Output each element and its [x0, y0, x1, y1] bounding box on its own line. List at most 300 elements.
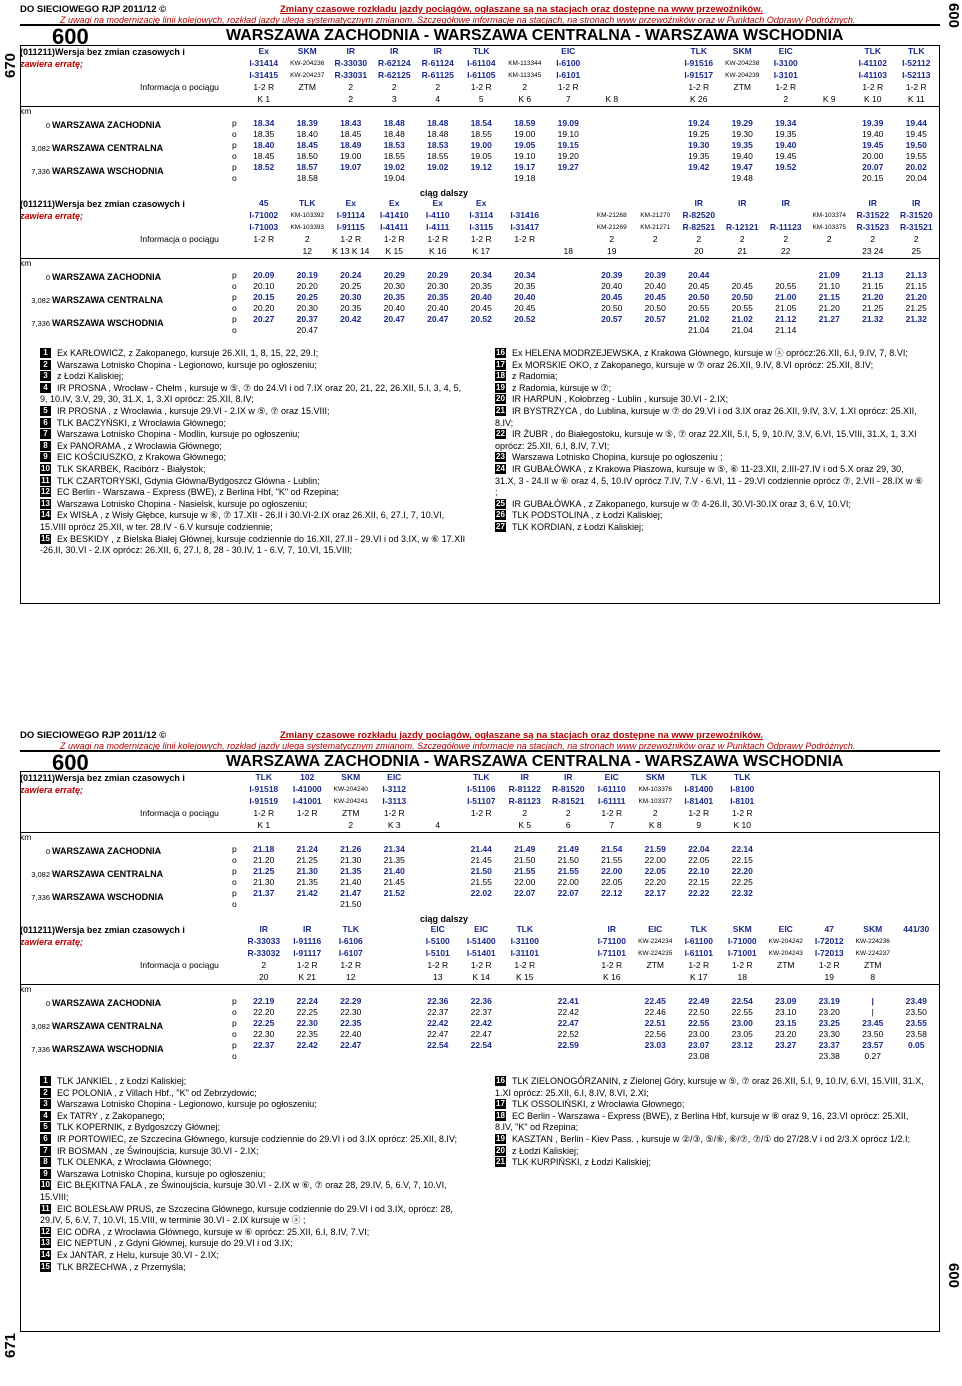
time-cell: 23.45 — [862, 1018, 884, 1028]
time-cell: 22.37 — [427, 1007, 449, 1017]
time-cell: 19.18 — [514, 173, 536, 183]
header-cell: TLK — [255, 772, 273, 782]
header-cell: 2 — [348, 82, 354, 92]
time-cell: 22.25 — [253, 1018, 275, 1028]
time-cell: 21.32 — [862, 314, 884, 324]
header-cell: KM-21268 — [596, 212, 627, 219]
header-cell: ZTM — [298, 82, 316, 92]
time-cell: 20.09 — [253, 270, 275, 280]
time-cell: 21.32 — [905, 314, 927, 324]
time-cell: 22.04 — [688, 844, 710, 854]
time-cell: 22.30 — [253, 1029, 275, 1039]
time-cell: 20.40 — [470, 292, 492, 302]
station-name: WARSZAWA ZACHODNIA — [52, 846, 162, 856]
header-cell: EIC — [430, 924, 445, 934]
footnote — [495, 1157, 925, 1169]
header-cell: 20 — [259, 972, 269, 982]
arrival-departure-flag: p — [232, 866, 237, 876]
header-cell: 1-2 R — [470, 960, 492, 970]
footnote — [40, 348, 470, 360]
header-cell: I-71003 — [249, 222, 279, 232]
time-cell: 20.34 — [514, 270, 536, 280]
footnote-number: 1 — [40, 348, 51, 358]
header-cell: KM-21271 — [640, 224, 671, 231]
footnote-text: TLK SKARBEK, Racibórz - Białystok; — [57, 463, 206, 474]
time-cell: 21.00 — [775, 292, 797, 302]
time-cell: 20.44 — [688, 270, 710, 280]
time-cell: 18.39 — [296, 118, 318, 128]
km-label: km — [20, 984, 32, 994]
footnote-text: Warszawa Lotnisko Chopina - Nasielsk, kursuje po ogłoszeniu; — [57, 498, 308, 509]
time-cell: 23.37 — [818, 1040, 840, 1050]
header-cell: R-31522 — [856, 210, 890, 220]
footnote-text: IR BOSMAN , ze Świnoujścia, kursuje 30.VI - 2.IX; — [57, 1145, 259, 1156]
time-cell: 21.34 — [383, 844, 405, 854]
time-cell: 23.03 — [644, 1040, 666, 1050]
footnote-text: TLK OSSOLIŃSKI, z Wrocławia Głownego; — [512, 1099, 685, 1110]
time-cell: 18.45 — [253, 151, 275, 161]
footnote-text: TLK BRZECHWA , z Przemyśla; — [57, 1261, 186, 1272]
footnote-text: EIC BŁĘKITNA FALA , ze Świnoujścia, kursuje 30.VI - 2.IX w ⑥, ⑦ oraz 28, 29.IV, 5, 6.V, 7, 10.VI, 15.VIII; — [40, 1180, 447, 1202]
station-km: 7,336 — [31, 1045, 50, 1054]
arrival-departure-flag: p — [232, 140, 237, 150]
header-cell: I-6101 — [556, 70, 581, 80]
time-cell: 20.45 — [644, 292, 666, 302]
arrival-departure-flag: o — [232, 1051, 237, 1061]
time-cell: 23.27 — [775, 1040, 797, 1050]
footnote-text: EIC BOLESŁAW PRUS, ze Szczecina Głównego, kursuje codziennie do 29.VI i od 3.IX, oprócz: 28, 29.IV, 5, 6.V, 7, 10.VI, 15.VIII, w terminie 30.VI - 2.IX kursuje w ⓐ ; — [40, 1203, 453, 1226]
header-cell: I-71101 — [597, 948, 626, 958]
errata-line: zawiera erratę; — [20, 211, 84, 221]
time-cell: 18.35 — [253, 129, 275, 139]
footnote-number: 5 — [40, 1122, 51, 1132]
document-ref: DO SIECIOWEGO RJP 2011/12 © — [20, 730, 167, 741]
header-cell: EIC — [387, 772, 402, 782]
footnote-number: 3 — [40, 371, 51, 381]
arrival-departure-flag: p — [232, 1040, 237, 1050]
time-cell: 21.25 — [862, 303, 884, 313]
time-cell: 0.27 — [864, 1051, 882, 1061]
time-cell: 22.54 — [427, 1040, 449, 1050]
header-cell: 1-2 R — [296, 808, 318, 818]
arrival-departure-flag: p — [232, 270, 237, 280]
header-cell: TLK — [864, 46, 882, 56]
time-cell: 19.35 — [688, 151, 710, 161]
time-cell: 22.37 — [253, 1040, 275, 1050]
time-cell: 22.36 — [427, 996, 449, 1006]
time-cell: 22.07 — [557, 888, 579, 898]
footnote-number: 19 — [496, 1133, 505, 1143]
header-cell: K 21 — [298, 972, 316, 982]
header-cell: I-91116 — [293, 936, 322, 946]
time-cell: 22.54 — [731, 996, 753, 1006]
train-info-label: Informacja o pociągu — [140, 808, 219, 818]
time-cell: 19.55 — [905, 151, 927, 161]
header-cell: 6 — [565, 820, 571, 830]
header-cell: I-41000 — [292, 784, 322, 794]
header-cell: IR — [607, 924, 616, 934]
header-cell: TLK — [690, 46, 708, 56]
time-cell: 20.15 — [862, 173, 884, 183]
header-cell: 7 — [609, 820, 615, 830]
time-cell: 22.55 — [731, 1007, 753, 1017]
line-number-right: 600 — [945, 1262, 962, 1288]
footnote — [40, 487, 470, 499]
time-cell: 21.40 — [340, 877, 362, 887]
header-cell: TLK — [690, 924, 708, 934]
time-cell: 22.35 — [340, 1018, 362, 1028]
footnote — [40, 1088, 470, 1100]
time-cell: 22.47 — [427, 1029, 449, 1039]
station-km: 3,082 — [31, 870, 50, 879]
time-cell: 22.59 — [557, 1040, 579, 1050]
header-cell: 47 — [824, 924, 834, 934]
time-cell: 23.25 — [818, 1018, 840, 1028]
header-cell: 1-2 R — [340, 234, 362, 244]
time-cell: 20.45 — [470, 303, 492, 313]
time-cell: 22.05 — [601, 877, 623, 887]
page-header — [20, 750, 940, 775]
header-cell: R-31523 — [856, 222, 890, 232]
header-cell: K 1 — [257, 94, 271, 104]
time-cell: 22.30 — [296, 1018, 318, 1028]
station-km: 0 — [45, 121, 50, 130]
time-cell: 20.20 — [253, 303, 275, 313]
time-cell: 21.13 — [862, 270, 884, 280]
time-cell: 21.15 — [905, 281, 927, 291]
header-cell: I-41103 — [858, 70, 887, 80]
time-cell: 19.52 — [775, 162, 797, 172]
footnote — [40, 1111, 470, 1123]
header-cell: KW-204239 — [725, 72, 760, 79]
footnote-number: 16 — [496, 1076, 505, 1085]
notes-column — [495, 348, 925, 534]
train-info-label: Informacja o pociągu — [140, 234, 219, 244]
arrival-departure-flag: o — [232, 173, 237, 183]
line-number: 600 — [52, 24, 89, 49]
header-cell: I-3100 — [773, 58, 798, 68]
header-cell: KW-204238 — [725, 60, 760, 67]
header-cell: 2 — [391, 82, 397, 92]
time-cell: 21.40 — [383, 866, 405, 876]
header-cell: SKM — [863, 924, 883, 934]
time-cell: 18.59 — [514, 118, 536, 128]
version-line: (011211)Wersja bez zmian czasowych i — [20, 773, 185, 783]
time-cell: 20.45 — [601, 292, 623, 302]
header-cell: EIC — [648, 924, 663, 934]
station-name: WARSZAWA CENTRALNA — [52, 143, 164, 153]
time-cell: 22.22 — [688, 888, 710, 898]
header-cell: 2 — [652, 234, 658, 244]
line-number: 600 — [52, 750, 89, 775]
time-cell: 20.47 — [427, 314, 449, 324]
header-cell: 1-2 R — [818, 960, 840, 970]
footnote-number: 16 — [496, 348, 505, 357]
header-cell: R-81123 — [508, 796, 541, 806]
header-cell: I-71002 — [249, 210, 279, 220]
footnote — [495, 510, 925, 522]
time-cell: 19.00 — [514, 129, 536, 139]
header-cell: KM-113345 — [508, 72, 542, 79]
header-cell: 1-2 R — [601, 960, 623, 970]
time-cell: 21.35 — [296, 877, 318, 887]
time-cell: 20.30 — [427, 281, 449, 291]
header-cell: I-4110 — [425, 210, 450, 220]
header-cell: KW-204242 — [768, 938, 803, 945]
header-cell: R-33031 — [334, 70, 368, 80]
arrival-departure-flag: o — [232, 325, 237, 335]
header-cell: IR — [738, 198, 747, 208]
page-number-left: 671 — [2, 1332, 19, 1358]
footnote — [495, 1134, 925, 1146]
time-cell: 19.09 — [557, 118, 579, 128]
footnote-text: EC Berlin - Warszawa - Express (BWE), z Berlina Hbf, kursuje w ⑧ oraz 9, 16, 23.VI oprócz: 25.XII, 8.IV, "K" od Rzepina; — [495, 1110, 909, 1133]
time-cell: 23.12 — [731, 1040, 753, 1050]
header-cell: R-61125 — [421, 70, 454, 80]
footnote-text: TLK KURPIŃSKI, z Łodzi Kaliskiej; — [512, 1157, 652, 1168]
time-cell: 19.07 — [340, 162, 362, 172]
footnote — [40, 510, 470, 533]
time-cell: 22.00 — [601, 866, 623, 876]
header-cell: Ex — [476, 198, 487, 208]
footnote-text: Warszawa Lotnisko Chopina - Legionowo, kursuje po ogłoszeniu; — [57, 359, 317, 370]
header-cell: KW-204241 — [333, 798, 368, 805]
time-cell: 18.55 — [383, 151, 405, 161]
time-cell: 18.49 — [340, 140, 362, 150]
header-cell: 441/30 — [903, 924, 930, 934]
header-cell: I-72013 — [814, 948, 844, 958]
header-cell: 2 — [913, 234, 919, 244]
footnote-text: EC Berlin - Warszawa - Express (BWE), z Berlina Hbf, "K" od Rzepina; — [57, 487, 339, 498]
footnote — [40, 1204, 470, 1227]
footnote-text: IR GUBAŁÓWKA , z Zakopanego, kursuje w ⑦ 4-26.II, 30.VI-30.IX oraz 3, 6.V, 10.VI; — [512, 498, 851, 509]
footnote — [40, 1169, 470, 1181]
footnote — [40, 1262, 470, 1274]
header-cell: 18 — [737, 972, 747, 982]
footnote-text: Warszawa Lotnisko Chopina, kursuje po ogłoszeniu; — [57, 1168, 266, 1179]
station-km: 0 — [45, 847, 50, 856]
footnote-number: 14 — [41, 510, 50, 520]
header-cell: SKM — [732, 924, 752, 934]
header-cell: 2 — [522, 82, 528, 92]
header-cell: 23 24 — [862, 246, 884, 256]
header-cell: 3 — [391, 94, 397, 104]
header-cell: 1-2 R — [557, 82, 579, 92]
time-cell: 20.24 — [340, 270, 362, 280]
time-cell: 19.47 — [731, 162, 753, 172]
header-cell: TLK — [298, 198, 316, 208]
time-cell: 19.25 — [688, 129, 710, 139]
footnote-number: 7 — [40, 429, 51, 439]
footnote-text: Warszawa Lotnisko Chopina, kursuje po ogłoszeniu ; — [512, 452, 723, 463]
header-cell: R-62125 — [377, 70, 411, 80]
header-cell: 1-2 R — [775, 82, 797, 92]
footnote-number: 17 — [496, 359, 505, 369]
header-cell: I-31414 — [249, 58, 279, 68]
header-cell: IR — [433, 46, 442, 56]
footnote-number: 10 — [41, 1180, 50, 1190]
footnote — [40, 1146, 470, 1158]
page-title: WARSZAWA ZACHODNIA - WARSZAWA CENTRALNA - WARSZAWA WSCHODNIA — [226, 27, 844, 44]
header-cell: 18 — [563, 246, 573, 256]
arrival-departure-flag: p — [232, 314, 237, 324]
footnote-number: 19 — [496, 382, 505, 392]
header-cell: 2 — [783, 234, 789, 244]
header-cell: 4 — [435, 94, 441, 104]
header-cell: 1-2 R — [731, 960, 753, 970]
header-cell: EIC — [778, 46, 793, 56]
header-cell: 2 — [783, 94, 789, 104]
footnote-text: z Łodzi Kaliskiej; — [57, 371, 124, 382]
time-cell: 21.12 — [775, 314, 797, 324]
time-cell: 19.12 — [470, 162, 492, 172]
header-cell: I-61111 — [598, 796, 626, 806]
time-cell: 20.35 — [470, 281, 492, 291]
header-cell: I-52112 — [902, 58, 931, 68]
time-cell: 23.50 — [905, 1007, 927, 1017]
header-cell: R-31520 — [899, 210, 933, 220]
footnote — [40, 406, 470, 418]
header-cell: SKM — [297, 46, 317, 56]
footnote-number: 10 — [41, 463, 50, 473]
time-cell: 21.47 — [340, 888, 362, 898]
footnote — [495, 429, 925, 452]
header-cell: 1-2 R — [731, 808, 753, 818]
time-cell: 20.45 — [514, 303, 536, 313]
time-cell: 19.45 — [862, 140, 884, 150]
time-cell: 21.27 — [818, 314, 840, 324]
footnote-text: Warszawa Lotnisko Chopina - Legionowo, kursuje po ogłoszeniu; — [57, 1099, 317, 1110]
time-cell: 18.48 — [427, 118, 449, 128]
time-cell: 20.30 — [340, 292, 362, 302]
header-cell: SKM — [645, 772, 665, 782]
footnote-number: 6 — [40, 418, 51, 428]
banner-note: Z uwagi na modernizację linii kolejowych, rozkład jazdy ulega systematycznym zmianom. Szczegółowe informacje na stacjach, na stronach www przewoźników oraz w Punktach Odprawy Podróżnych. — [60, 15, 856, 25]
time-cell: 21.50 — [557, 855, 579, 865]
time-cell: 22.20 — [644, 877, 666, 887]
footnote-number: 12 — [41, 487, 50, 497]
time-cell: 20.37 — [296, 314, 318, 324]
time-cell: 21.20 — [905, 292, 927, 302]
footnote — [40, 371, 470, 383]
arrival-departure-flag: p — [232, 844, 237, 854]
footnote-text: z Radomia; — [512, 371, 558, 382]
header-cell: 2 — [826, 234, 832, 244]
footnote-number: 18 — [496, 1110, 505, 1120]
time-cell: 19.02 — [427, 162, 449, 172]
header-cell: 25 — [911, 246, 921, 256]
footnote — [40, 464, 470, 476]
footnote-text: z Radomia, kursuje w ⑦; — [512, 382, 612, 393]
time-cell: 18.48 — [383, 118, 405, 128]
arrival-departure-flag: p — [232, 118, 237, 128]
arrival-departure-flag: o — [232, 281, 237, 291]
time-cell: 20.40 — [644, 281, 666, 291]
footnote — [40, 1180, 470, 1203]
time-cell: 20.29 — [427, 270, 449, 280]
station-name: WARSZAWA ZACHODNIA — [52, 120, 162, 130]
time-cell: 23.19 — [818, 996, 840, 1006]
time-cell: 18.58 — [296, 173, 318, 183]
time-cell: 19.24 — [688, 118, 710, 128]
header-cell: 1-2 R — [688, 960, 710, 970]
header-cell: TLK — [472, 46, 490, 56]
header-cell: K 14 — [472, 972, 490, 982]
header-cell: 5 — [478, 94, 484, 104]
time-cell: 22.55 — [688, 1018, 710, 1028]
time-cell: 22.42 — [557, 1007, 579, 1017]
time-cell: 21.02 — [731, 314, 753, 324]
footnote — [40, 1227, 470, 1239]
time-cell: 23.10 — [775, 1007, 797, 1017]
time-cell: 21.59 — [644, 844, 666, 854]
header-cell: Ex — [345, 198, 356, 208]
time-cell: 19.02 — [383, 162, 405, 172]
page-header — [20, 24, 940, 49]
time-cell: 20.34 — [470, 270, 492, 280]
header-cell: I-61100 — [684, 936, 713, 946]
header-cell: I-81401 — [684, 796, 714, 806]
footnote-number: 15 — [41, 1261, 50, 1271]
km-label: km — [20, 832, 32, 842]
header-cell: IR — [520, 772, 529, 782]
time-cell: 20.47 — [383, 314, 405, 324]
header-cell: R-62124 — [377, 58, 411, 68]
header-cell: KM-113344 — [508, 60, 542, 67]
footnote-number: 27 — [496, 521, 505, 531]
header-cell: KW-224235 — [638, 950, 673, 957]
time-cell: 20.35 — [340, 303, 362, 313]
footnote-text: EIC KOŚCIUSZKO, z Krakowa Głównego; — [57, 452, 227, 463]
header-cell: Ex — [389, 198, 400, 208]
header-cell: I-61101 — [684, 948, 713, 958]
header-cell: I-41102 — [858, 58, 887, 68]
footnote-text: IR ŻUBR , do Białegostoku, kursuje w ⑤, ⑦ oraz 22.XII, 5.I, 5, 9, 10.IV, 3.V, 6.VI, 15.VIII, 31.X, 1, 3.XI oprócz: 25.XII, 6.I, 8.IV, 7.VI; — [495, 429, 917, 451]
header-cell: I-61104 — [467, 58, 496, 68]
header-cell: 2 — [522, 808, 528, 818]
time-cell: 20.00 — [862, 151, 884, 161]
header-cell: 21 — [737, 246, 747, 256]
footnote-text: KASZTAN , Berlin - Kiev Pass. , kursuje w ②/③, ⑤/⑥, ⑥/⑦, ⑦/① do 27/28.V i od 2/3.X oprócz 1/2.I; — [512, 1133, 911, 1144]
time-cell: 22.07 — [514, 888, 536, 898]
station-name: WARSZAWA WSCHODNIA — [52, 318, 164, 328]
time-cell: 18.45 — [296, 140, 318, 150]
time-cell: 20.35 — [514, 281, 536, 291]
km-label: km — [20, 106, 32, 116]
footnote — [40, 1076, 470, 1088]
header-cell: IR — [564, 772, 573, 782]
header-cell: 13 — [433, 972, 443, 982]
time-cell: 22.10 — [688, 866, 710, 876]
footnote — [40, 360, 470, 372]
header-cell: 2 — [565, 808, 571, 818]
header-cell: IR — [303, 924, 312, 934]
footnote-text: Ex JANTAR, z Helu, kursuje 30.VI - 2.IX; — [57, 1249, 219, 1260]
time-cell: 23.30 — [818, 1029, 840, 1039]
header-cell: KM-21269 — [596, 224, 627, 231]
footnote-text: Ex MORSKIE OKO, z Zakopanego, kursuje w ⑦ oraz 26.XII, 9.IV, 8.VI oprócz: 25.XII, 8.IV; — [512, 359, 874, 370]
train-info-label: Informacja o pociągu — [140, 82, 219, 92]
time-cell: 20.57 — [644, 314, 666, 324]
header-cell: I-3101 — [773, 70, 798, 80]
header-cell: KM-103375 — [812, 224, 847, 231]
header-cell: KW-204236 — [290, 60, 325, 67]
footnote-number: 4 — [40, 383, 51, 393]
header-cell: I-3112 — [382, 784, 407, 794]
header-cell: R-82521 — [682, 222, 716, 232]
time-cell: 18.40 — [296, 129, 318, 139]
time-cell: 20.15 — [253, 292, 275, 302]
